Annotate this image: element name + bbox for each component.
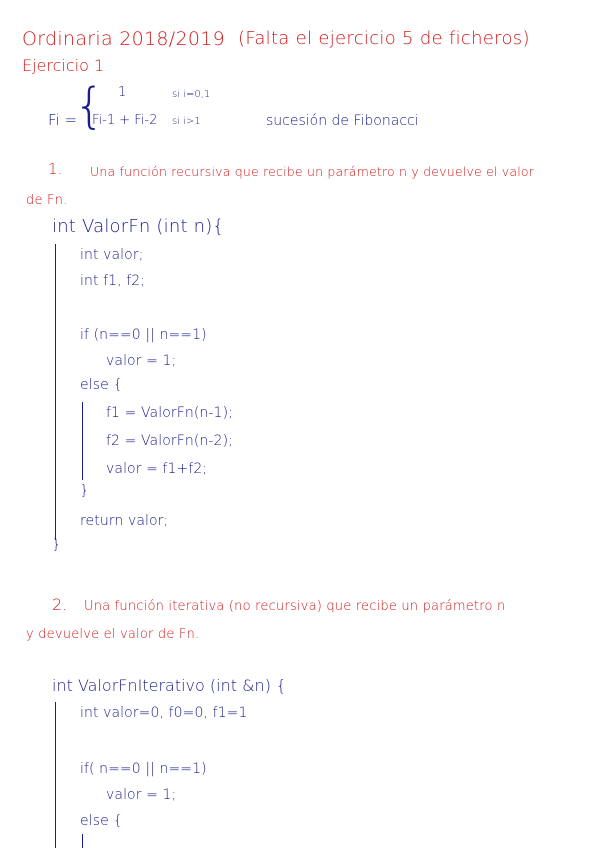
code-line: int f1, f2; [80, 273, 146, 289]
code-indent-guide [55, 244, 56, 540]
part1-statement-line2: de Fn. [26, 193, 68, 208]
recursive-function-signature: int ValorFn (int n){ [52, 216, 225, 237]
definition-lhs: Fi = [48, 111, 78, 129]
page-note: (Falta el ejercicio 5 de ficheros) [238, 28, 530, 49]
code-line: if( n==0 || n==1) [80, 761, 207, 777]
code-indent-guide [55, 702, 56, 848]
curly-brace-icon: { [74, 78, 105, 134]
code-line: int valor=0, f0=0, f1=1 [80, 705, 248, 721]
part1-statement-line1: Una función recursiva que recibe un parámetro n y devuelve el valor [90, 164, 535, 179]
definition-label: sucesión de Fibonacci [266, 113, 419, 129]
part2-number: 2. [52, 595, 68, 614]
code-line: else { [80, 377, 123, 393]
code-line: } [52, 537, 62, 553]
code-line: int valor; [80, 247, 144, 263]
code-line: else { [80, 813, 123, 829]
iterative-function-signature: int ValorFnIterativo (int &n) { [52, 676, 287, 695]
part1-number: 1. [48, 160, 63, 178]
part2-statement-line2: y devuelve el valor de Fn. [26, 627, 200, 642]
code-line: } [80, 483, 90, 499]
page-title: Ordinaria 2018/2019 [22, 28, 226, 50]
code-indent-guide [82, 402, 83, 480]
code-line: return valor; [80, 513, 169, 529]
case1-condition: si i=0,1 [172, 89, 211, 100]
code-line: valor = 1; [106, 787, 177, 803]
case2-value: Fi-1 + Fi-2 [92, 113, 158, 128]
exercise-heading: Ejercicio 1 [22, 56, 105, 75]
code-line: if (n==0 || n==1) [80, 327, 207, 343]
code-line: f1 = ValorFn(n-1); [106, 405, 233, 421]
case2-condition: si i>1 [172, 116, 201, 127]
code-line: f2 = ValorFn(n-2); [106, 433, 233, 449]
code-line: valor = 1; [106, 353, 177, 369]
case1-value: 1 [118, 85, 127, 100]
code-line: valor = f1+f2; [106, 461, 208, 477]
part2-statement-line1: Una función iterativa (no recursiva) que recibe un parámetro n [84, 599, 506, 614]
code-indent-guide [82, 834, 83, 848]
